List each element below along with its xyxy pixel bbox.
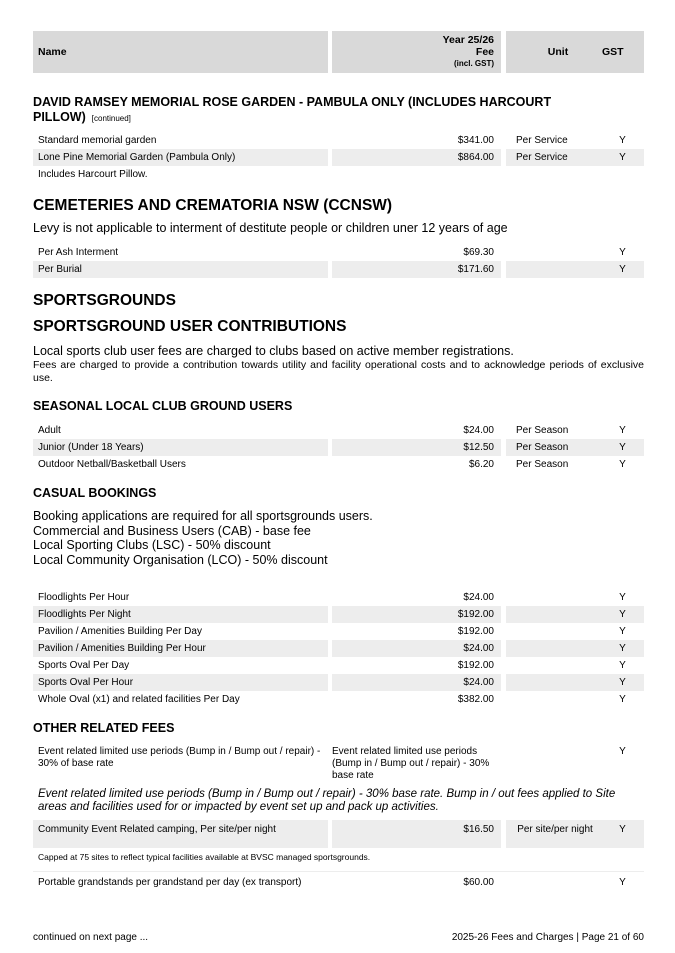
- row-fee: $12.50: [332, 439, 501, 456]
- row-unit: [506, 657, 598, 674]
- row-fee: $24.00: [332, 640, 501, 657]
- table-row: [33, 149, 644, 166]
- row-fee: $6.20: [468, 459, 494, 470]
- camping-gst: Y: [598, 820, 644, 848]
- row-fee: $382.00: [457, 694, 494, 705]
- row-name: Sports Oval Per Hour: [33, 674, 328, 691]
- grandstand-table: [33, 871, 644, 891]
- table-row: [33, 674, 644, 691]
- row-unit: [506, 244, 598, 261]
- row-unit: Per Season: [516, 459, 569, 470]
- rose-garden-title-text: DAVID RAMSEY MEMORIAL ROSE GARDEN - PAMBULA ONLY (INCLUDES HARCOURT PILLOW): [33, 95, 552, 124]
- camping-note: Capped at 75 sites to reflect typical facilities available at BVSC managed sportsgrounds.: [38, 852, 371, 862]
- header-name: Name: [33, 31, 328, 73]
- row-name: Per Ash Interment: [38, 247, 119, 258]
- row-gst: Y: [619, 626, 626, 637]
- row-gst: Y: [619, 247, 626, 258]
- sportsgrounds-text-1: Local sports club user fees are charged to clubs based on active member registrations.: [33, 344, 514, 358]
- row-fee: $864.00: [332, 149, 501, 166]
- table-header: [33, 31, 644, 73]
- row-fee: $192.00: [332, 606, 501, 623]
- row-fee: $69.30: [463, 247, 494, 258]
- ccnsw-table: [33, 244, 644, 278]
- row-gst: Y: [619, 660, 626, 671]
- camping-name: Community Event Related camping, Per site/per night: [33, 820, 328, 848]
- row-unit: [506, 623, 598, 640]
- row-gst: Y: [598, 640, 644, 657]
- row-unit: Per Season: [506, 439, 598, 456]
- row-gst: Y: [598, 674, 644, 691]
- row-fee: $192.00: [457, 626, 494, 637]
- table-row: [33, 606, 644, 623]
- sportsgrounds-text-2: Fees are charged to provide a contribution towards utility and facility operational costs and to acknowledge periods of exclusive use.: [33, 359, 644, 384]
- event-unit: [506, 746, 598, 782]
- row-unit: [506, 261, 598, 278]
- event-name: Event related limited use periods (Bump in / Bump out / repair) - 30% of base rate: [38, 746, 321, 769]
- ccnsw-title: CEMETERIES AND CREMATORIA NSW (CCNSW): [33, 197, 393, 214]
- camping-unit: Per site/per night: [506, 820, 598, 848]
- table-row: [33, 456, 644, 473]
- casual-line: Commercial and Business Users (CAB) - base fee: [33, 523, 311, 538]
- event-italic-note: Event related limited use periods (Bump in / Bump out / repair) - 30% base rate. Bump in / out fees applied to Site areas and facilities used for or impacted by event set up and pack up activities.: [38, 788, 616, 813]
- header-gst: GST: [598, 31, 644, 73]
- seasonal-table: [33, 422, 644, 473]
- rose-garden-table: [33, 132, 644, 181]
- row-name: Whole Oval (x1) and related facilities Per Day: [38, 694, 240, 705]
- row-gst: Y: [598, 261, 644, 278]
- event-row: [33, 746, 644, 782]
- continued-label: [continued]: [91, 114, 131, 123]
- row-name: Standard memorial garden: [38, 135, 157, 146]
- rose-garden-section: [33, 95, 644, 126]
- table-row: [33, 874, 644, 891]
- table-row: [33, 132, 644, 149]
- row-unit: [506, 589, 598, 606]
- table-row: [33, 691, 644, 708]
- fees-page: [33, 31, 644, 888]
- row-gst: Y: [598, 149, 644, 166]
- row-fee: $24.00: [463, 592, 494, 603]
- casual-line: Booking applications are required for all sportsgrounds users.: [33, 509, 373, 523]
- table-row: [33, 439, 644, 456]
- event-fee: Event related limited use periods (Bump in / Bump out / repair) - 30% base rate: [332, 746, 490, 781]
- row-fee: $171.60: [332, 261, 501, 278]
- sportsgrounds-title: SPORTSGROUNDS: [33, 292, 176, 309]
- other-title: OTHER RELATED FEES: [33, 721, 175, 735]
- casual-table: [33, 589, 644, 708]
- row-name: Floodlights Per Hour: [38, 592, 130, 603]
- row-name: Per Burial: [33, 261, 328, 278]
- row-name: Junior (Under 18 Years): [33, 439, 328, 456]
- casual-text: [33, 509, 644, 567]
- camping-row: [33, 820, 644, 848]
- row-unit: Per Season: [516, 425, 569, 436]
- rose-garden-title: [33, 95, 573, 126]
- footer-page-info: 2025-26 Fees and Charges | Page 21 of 60: [451, 932, 644, 943]
- footer-continued: continued on next page ...: [33, 932, 149, 943]
- row-gst: Y: [619, 877, 626, 888]
- row-name: Pavilion / Amenities Building Per Hour: [33, 640, 328, 657]
- table-row: [33, 244, 644, 261]
- row-name: Lone Pine Memorial Garden (Pambula Only): [33, 149, 328, 166]
- row-gst: Y: [598, 606, 644, 623]
- header-fee-incl: (incl. GST): [454, 59, 494, 68]
- row-fee: $60.00: [463, 877, 494, 888]
- row-name: Pavilion / Amenities Building Per Day: [38, 626, 202, 637]
- row-gst: Y: [619, 592, 626, 603]
- camping-fee: $16.50: [332, 820, 501, 848]
- event-gst: Y: [619, 746, 626, 757]
- row-unit: [506, 874, 598, 891]
- header-fee-label: Fee: [475, 46, 494, 58]
- header-fee-year: Year 25/26: [442, 34, 494, 46]
- sportsground-contributions-title: SPORTSGROUND USER CONTRIBUTIONS: [33, 318, 347, 335]
- table-row: [33, 422, 644, 439]
- rose-garden-note: Includes Harcourt Pillow.: [38, 169, 148, 180]
- table-row: [33, 657, 644, 674]
- row-name: Portable grandstands per grandstand per day (ex transport): [38, 877, 302, 888]
- row-fee: $341.00: [457, 135, 494, 146]
- table-row: [33, 589, 644, 606]
- row-fee: $24.00: [332, 674, 501, 691]
- row-name: Adult: [38, 425, 61, 436]
- row-name: Floodlights Per Night: [33, 606, 328, 623]
- table-row: [33, 640, 644, 657]
- seasonal-title: SEASONAL LOCAL CLUB GROUND USERS: [33, 399, 293, 413]
- casual-line: Local Community Organisation (LCO) - 50% discount: [33, 552, 328, 567]
- row-unit: Per Service: [516, 135, 568, 146]
- header-unit: Unit: [506, 31, 598, 73]
- row-unit: [506, 606, 598, 623]
- row-gst: Y: [619, 425, 626, 436]
- row-gst: Y: [619, 694, 626, 705]
- row-unit: [506, 691, 598, 708]
- row-name: Outdoor Netball/Basketball Users: [38, 459, 186, 470]
- table-row: [33, 261, 644, 278]
- row-gst: Y: [598, 439, 644, 456]
- casual-line: Local Sporting Clubs (LSC) - 50% discount: [33, 538, 271, 552]
- row-name: Sports Oval Per Day: [38, 660, 130, 671]
- row-unit: [506, 640, 598, 657]
- table-row: [33, 623, 644, 640]
- ccnsw-text: Levy is not applicable to interment of destitute people or children uner 12 years of age: [33, 221, 508, 235]
- row-gst: Y: [619, 135, 626, 146]
- row-unit: [506, 674, 598, 691]
- casual-title: CASUAL BOOKINGS: [33, 486, 157, 500]
- row-gst: Y: [619, 459, 626, 470]
- header-fee: [332, 31, 501, 73]
- row-fee: $192.00: [457, 660, 494, 671]
- row-unit: Per Service: [506, 149, 598, 166]
- row-fee: $24.00: [463, 425, 494, 436]
